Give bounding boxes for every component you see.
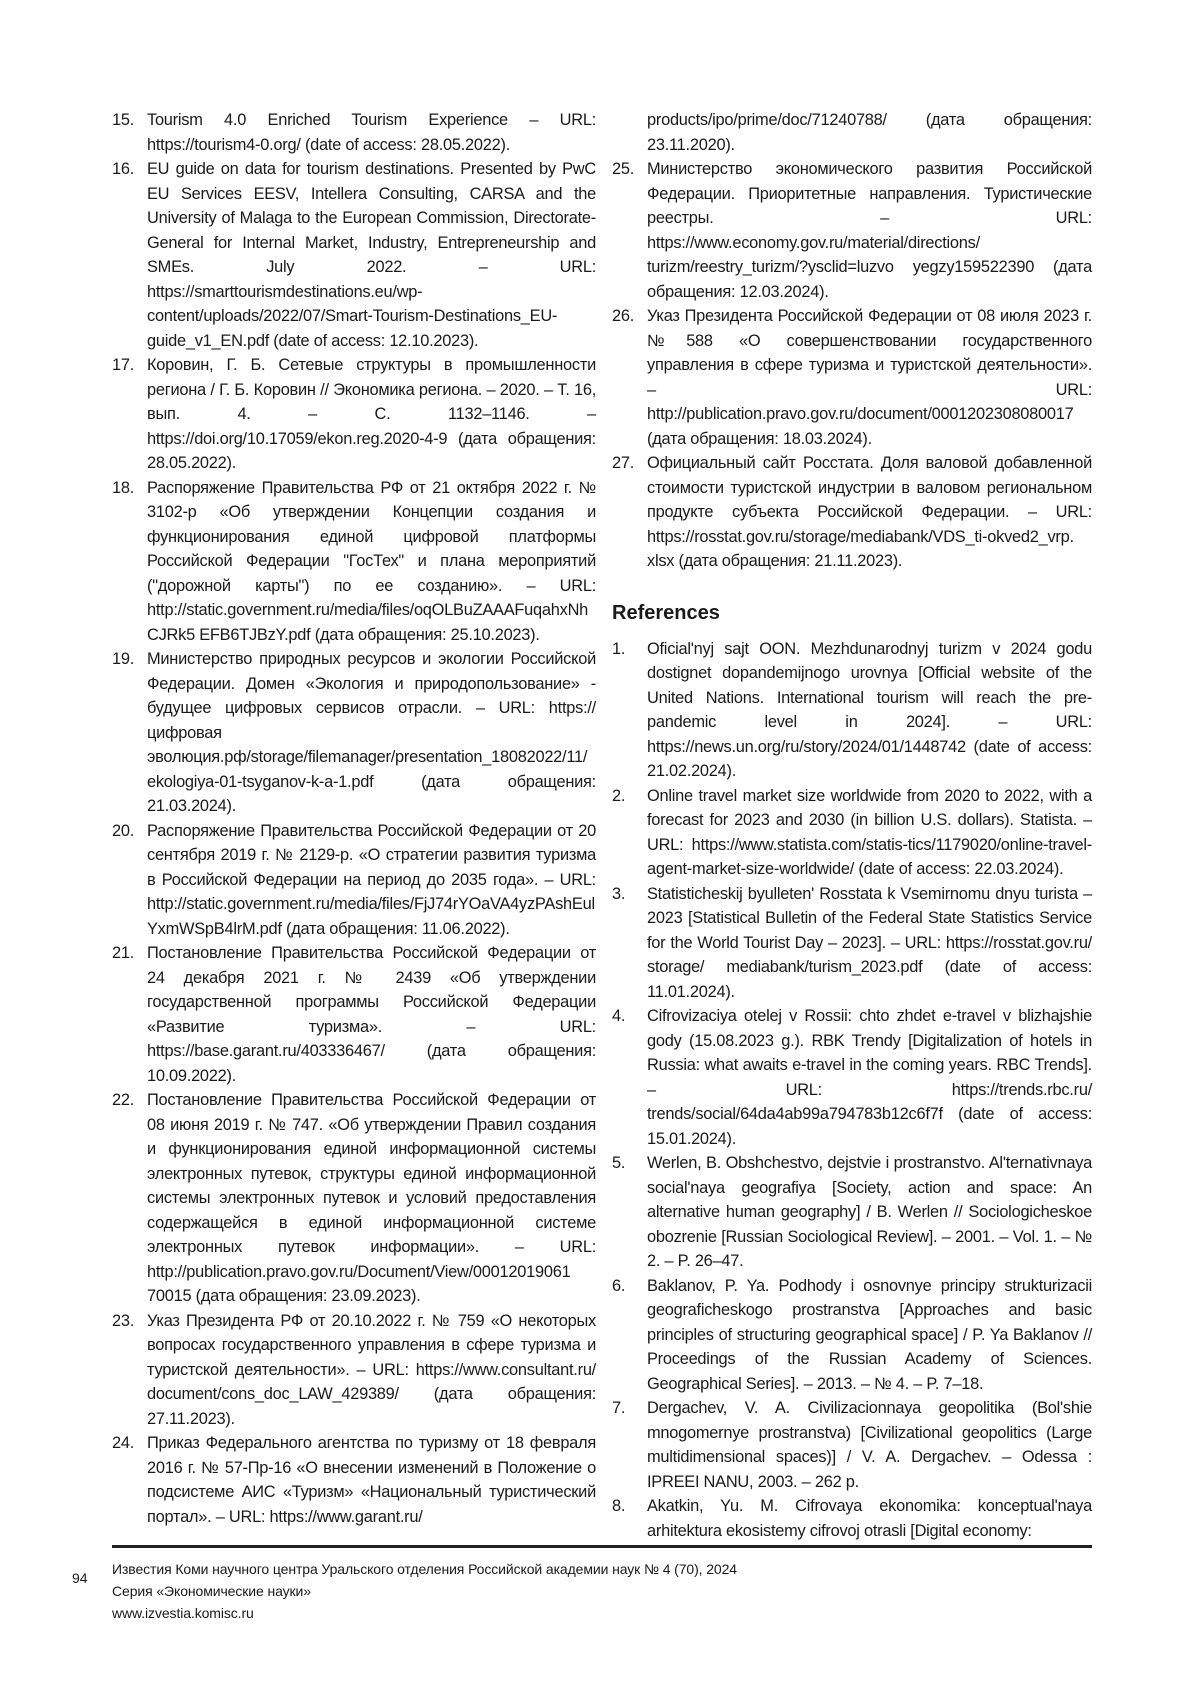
reference-item: [112, 157, 596, 353]
reference-number: 1.: [612, 639, 626, 658]
reference-item: [612, 1004, 1092, 1151]
reference-item: [112, 476, 596, 648]
reference-item: [612, 882, 1092, 1005]
reference-text: Постановление Правительства Российской Федерации от 24 декабря 2021 г. № 2439 «Об утверждении государственной программы Российской Федерации «Развитие туризма». – URL: https://base.garant.ru/403336467/ (дата обращения: 10.09.2022).: [147, 944, 596, 1085]
reference-item: [612, 1396, 1092, 1494]
reference-number: 4.: [612, 1007, 626, 1025]
reference-number: 22.: [112, 1091, 135, 1109]
reference-number: 26.: [612, 307, 635, 325]
reference-list-right: [612, 157, 1092, 574]
reference-item: [112, 941, 596, 1088]
reference-item: [612, 1151, 1092, 1274]
reference-item: [612, 1274, 1092, 1397]
reference-item: [112, 1431, 596, 1529]
reference-number: 24.: [112, 1434, 135, 1452]
english-references-list: [612, 637, 1092, 1544]
reference-text: Dergachev, V. A. Civilizacionnaya geopolitika (Bol'shie mnogomernye prostranstva) [Civilizational geopolitics (Large multidimensional spaces)] / V. A. Dergachev. – Odessa : IPREEI NANU, 2003. – 262 p.: [647, 1399, 1092, 1491]
reference-text: Tourism 4.0 Enriched Tourism Experience – URL: https://tourism4-0.org/ (date of access: 28.05.2022).: [147, 111, 596, 154]
reference-text: Постановление Правительства Российской Федерации от 08 июня 2019 г. № 747. «Об утверждении Правил создания и функционирования единой информационной системы электронных путевок, структуры единой информационной системы электронных путевок и условий предоставления содержащейся в единой информационной системе электронных путевок информации». – URL: http://publication.pravo.gov.ru/Document/View/00012019061 70015 (дата обращения: 23.09.2023).: [147, 1091, 596, 1305]
reference-item: [112, 108, 596, 157]
left-column: [112, 108, 596, 1529]
reference-item: [612, 157, 1092, 304]
reference-number: 21.: [112, 944, 135, 962]
reference-text: Коровин, Г. Б. Сетевые структуры в промышленности региона / Г. Б. Коровин // Экономика региона. – 2020. – Т. 16, вып. 4. – С. 1132–1146. – https://doi.org/10.17059/ekon.reg.2020-4-9 (дата обращения: 28.05.2022).: [147, 356, 596, 472]
reference-text: Oficial'nyj sajt OON. Mezhdunarodnyj turizm v 2024 godu dostignet dopandemijnogo urovnya [Official website of the United Nations. International tourism will reach the pre-pandemic level in 2024]. – URL: https://news.un.org/ru/story/2024/01/1448742 (date of access: 21.02.2024).: [647, 639, 1092, 780]
reference-number: 23.: [112, 1311, 135, 1330]
reference-text: Указ Президента РФ от 20.10.2022 г. № 759 «О некоторых вопросах государственного управления в сфере туризма и туристской деятельности». – URL: https://www.consultant.ru/ document/cons_doc_LAW_429389/ (дата обращения: 27.11.2023).: [147, 1311, 596, 1428]
reference-item: [612, 451, 1092, 574]
reference-item: [112, 819, 596, 942]
reference-number: 7.: [612, 1399, 626, 1417]
reference-text: Распоряжение Правительства РФ от 21 октября 2022 г. № 3102-р «Об утверждении Концепции создания и функционирования единой цифровой платформы Российской Федерации "ГосТех" и плана мероприятий ("дорожной карты") по ее созданию». – URL: http://static.government.ru/media/files/oqOLBuZAAAFuqahxNhCJRk5 EFB6TJBzY.pdf (дата обращения: 25.10.2023).: [147, 478, 596, 644]
reference-text: Официальный сайт Росстата. Доля валовой добавленной стоимости туристской индустрии в валовом региональном продукте субъекта Российской Федерации. – URL: https://rosstat.gov.ru/storage/mediabank/VDS_ti-okved2_vrp. xlsx (дата обращения: 21.11.2023).: [647, 454, 1092, 570]
reference-number: 20.: [112, 821, 135, 840]
page-number: 94: [72, 1570, 88, 1586]
reference-item: [112, 1309, 596, 1432]
reference-text: Akatkin, Yu. M. Cifrovaya ekonomika: konceptual'naya arhitektura ekosistemy cifrovoj otrasli [Digital economy:: [647, 1497, 1092, 1540]
reference-item: [612, 637, 1092, 784]
reference-text: Werlen, B. Obshchestvo, dejstvie i prostranstvo. Al'ternativnaya social'naya geografiya [Society, action and space: An alternative human geography] / B. Werlen // Sociologicheskoe obozrenie [Russian Sociological Review]. – 2001. – Vol. 1. – № 2. – P. 26–47.: [647, 1154, 1092, 1270]
reference-number: 3.: [612, 884, 626, 903]
reference-text: Министерство природных ресурсов и экологии Российской Федерации. Домен «Экология и природопользование» - будущее цифровых сервисов отрасли. – URL: https://цифровая эволюция.рф/storage/filemanager/presentation_18082022/11/ekologiya-01-tsyganov-k-a-1.pdf (дата обращения: 21.03.2024).: [147, 650, 596, 815]
reference-item: [112, 1088, 596, 1309]
reference-text: Cifrovizaciya otelej v Rossii: chto zhdet e-travel v blizhajshie gody (15.08.2023 g.). RBK Trendy [Digitalization of hotels in Russia: what awaits e-travel in the coming years. RBC Trends]. – URL: https://trends.rbc.ru/ trends/social/64da4ab99a794783b12c6f7f (date of access: 15.01.2024).: [647, 1007, 1092, 1148]
references-heading: References: [612, 601, 720, 624]
reference-item: [112, 353, 596, 476]
reference-number: 18.: [112, 478, 135, 497]
reference-number: 17.: [112, 356, 135, 374]
reference-item: [612, 304, 1092, 451]
footer: [112, 1558, 737, 1624]
reference-list-left: [112, 108, 596, 1529]
reference-number: 6.: [612, 1276, 626, 1295]
right-column: [612, 108, 1092, 1543]
reference-number: 16.: [112, 160, 135, 178]
reference-text: Statisticheskij byulleten' Rosstata k Vsemirnomu dnyu turista – 2023 [Statistical Bulletin of the Federal State Statistics Service for the World Tourist Day – 2023]. – URL: https://rosstat.gov.ru/ storage/ mediabank/turism_2023.pdf (date of access: 11.01.2024).: [647, 884, 1092, 1001]
reference-list-continuation: [612, 108, 1092, 157]
reference-number: 27.: [612, 454, 635, 472]
footer-series: Серия «Экономические науки»: [112, 1583, 311, 1599]
reference-number: 15.: [112, 111, 135, 129]
reference-text: Указ Президента Российской Федерации от 08 июля 2023 г. №588 «О совершенствовании государственного управления в сфере туризма и туристской деятельности». – URL: http://publication.pravo.gov.ru/document/0001202308080017 (дата обращения: 18.03.2024).: [647, 307, 1092, 448]
footer-url[interactable]: www.izvestia.komisc.ru: [112, 1605, 254, 1621]
reference-text: EU guide on data for tourism destinations. Presented by PwC EU Services EESV, Intellera Consulting, CARSA and the University of Malaga to the European Commission, Directorate-General for Internal Market, Industry, Entrepreneurship and SMEs. July 2022. – URL: https://smarttourismdestinations.eu/wp-content/uploads/2022/07/Smart-Tourism-Destinations_EU-guide_v1_EN.pdf (date of access: 12.10.2023).: [147, 160, 596, 350]
reference-text: Распоряжение Правительства Российской Федерации от 20 сентября 2019 г. № 2129-р. «О стратегии развития туризма в Российской Федерации на период до 2035 года». – URL: http://static.government.ru/media/files/FjJ74rYOaVA4yzPAshEulYxmWSpB4lrM.pdf (дата обращения: 11.06.2022).: [147, 821, 596, 938]
reference-text: Online travel market size worldwide from 2020 to 2022, with a forecast for 2023 and 2030 (in billion U.S. dollars). Statista. – URL: https://www.statista.com/statis-tics/1179020/online-travel-agent-market-size-worldwide/ (date of access: 22.03.2024).: [647, 786, 1092, 878]
footer-rule: [112, 1545, 1092, 1548]
footer-journal: Известия Коми научного центра Уральского отделения Российской академии наук № 4 (70), 2024: [112, 1561, 737, 1577]
reference-text: Приказ Федерального агентства по туризму от 18 февраля 2016 г. № 57-Пр-16 «О внесении изменений в Положение о подсистеме АИС «Туризм» «Национальный туристический портал». – URL: https://www.garant.ru/: [147, 1434, 596, 1526]
reference-number: 19.: [112, 650, 135, 668]
reference-item: [112, 647, 596, 819]
reference-number: 5.: [612, 1154, 626, 1172]
reference-text: Baklanov, P. Ya. Podhody i osnovnye principy strukturizacii geograficheskogo prostranstva [Approaches and basic principles of structuring geographical space] / P. Ya Baklanov // Proceedings of the Russian Academy of Sciences. Geographical Series]. – 2013. – № 4. – P. 7–18.: [647, 1276, 1092, 1393]
reference-number: 2.: [612, 786, 626, 805]
reference-number: 25.: [612, 160, 635, 178]
reference-text: Министерство экономического развития Российской Федерации. Приоритетные направления. Туристические реестры. – URL: https://www.economy.gov.ru/material/directions/ turizm/reestry_turizm/?ysclid=luzvo yegzy159522390 (дата обращения: 12.03.2024).: [647, 160, 1092, 301]
reference-item: [612, 1494, 1092, 1543]
reference-item: [612, 784, 1092, 882]
reference-continuation: products/ipo/prime/doc/71240788/ (дата обращения: 23.11.2020).: [647, 111, 1092, 154]
reference-number: 8.: [612, 1497, 626, 1515]
